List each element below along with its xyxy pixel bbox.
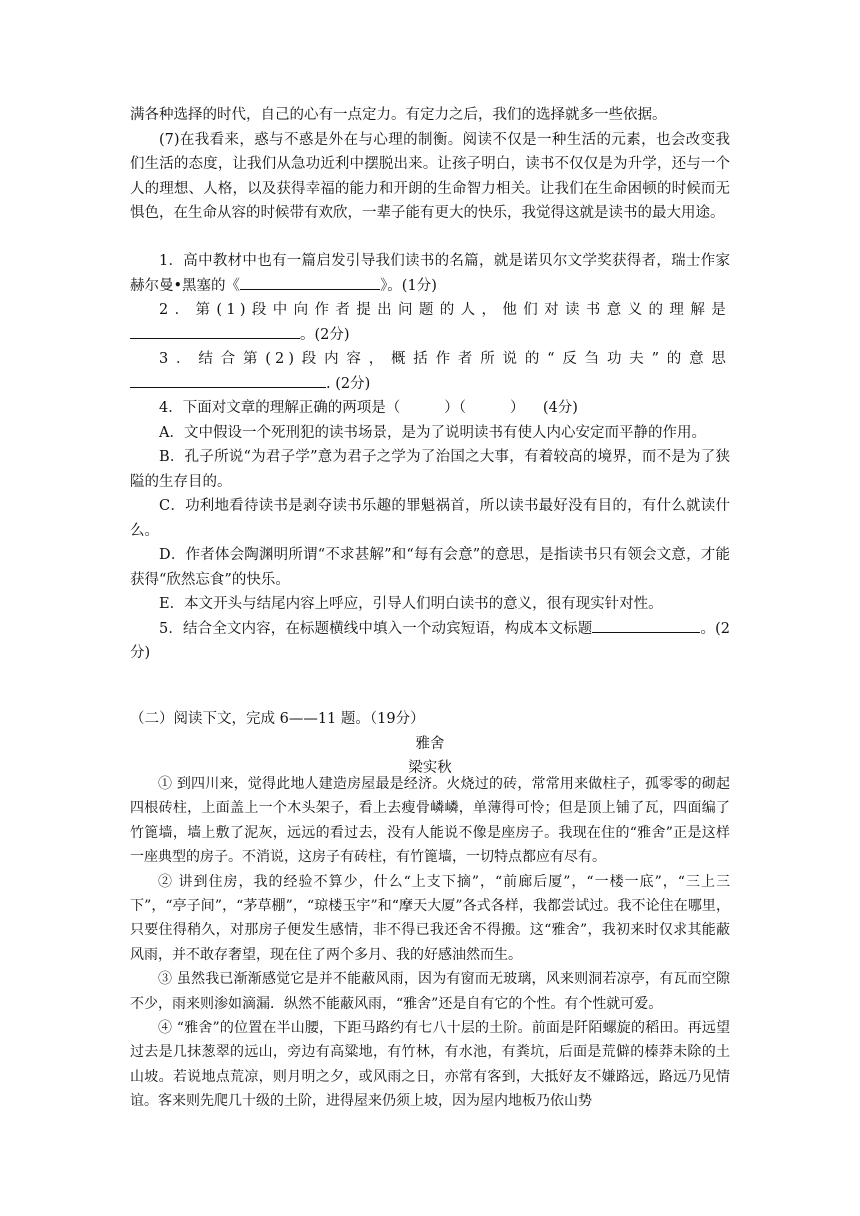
essay-paragraph-2: ② 讲到住房，我的经验不算少，什么“上支下摘”，“前廊后厦”，“一楼一底”，“三上三下”，“亭子间”，“茅草棚”，“琼楼玉宇”和“摩天大厦”各式各样，我都尝试过。我不论住在哪里，只要住得稍久，对那房子便发生感情，非不得已我还舍不得搬。这“雅舍”，我初来时仅求其能蔽风雨，并不敢存奢望，现在住了两个多月、我的好感油然而生。 (130, 873, 730, 963)
option-e: E．本文开头与结尾内容上呼应，引导人们明白读书的意义，很有现实针对性。 (159, 596, 663, 612)
question-3-text: 3．结合第(2)段内容，概括作者所说的“反刍功夫”的意思 (159, 351, 730, 367)
question-2 (130, 298, 730, 347)
reading-section-2 (130, 707, 730, 781)
question-2-score: 。(2分) (300, 326, 350, 343)
section-2-heading: （二）阅读下文，完成 6——11 题。（19分） (130, 711, 425, 727)
option-a: A．文中假设一个死刑犯的读书场景，是为了说明读书有使人内心安定而平静的作用。 (159, 424, 706, 441)
article-ending (130, 103, 730, 226)
essay-author: 梁实秋 (408, 760, 452, 776)
option-b: B．孔子所说“为君子学”意为君子之学为了治国之大事，有着较高的境界，而不是为了狭隘的生存目的。 (130, 449, 730, 490)
essay-paragraph-3: ③ 虽然我已渐渐感觉它是并不能蔽风雨，因为有窗而无玻璃，风来则洞若凉亭，有瓦而空隙不少，雨来则渗如滴漏．纵然不能蔽风雨，“雅舍”还是自有它的个性。有个性就可爱。 (130, 971, 730, 1012)
question-4-text: 4．下面对文章的理解正确的两项是（ (159, 400, 401, 416)
question-2-text: 2．第(1)段中向作者提出问题的人，他们对读书意义的理解是 (159, 302, 730, 318)
question-1-text: 1．高中教材中也有一篇启发引导我们读书的名篇，就是诺贝尔文学奖获得者，瑞士作家赫尔曼•黑塞的《 (130, 253, 730, 294)
question-5-score: 。(2分) (130, 620, 730, 661)
question-4-paren-end: ） (509, 400, 525, 416)
option-d: D．作者体会陶渊明所谓“不求甚解”和“每有会意”的意思，是指读书只有领会文意，才能获得“欣然忘食”的快乐。 (130, 547, 730, 588)
question-1-score: 》。(1分) (380, 277, 437, 294)
question-4-stem (130, 396, 730, 421)
questions-section (130, 249, 730, 666)
paragraph-7: (7)在我看来，惑与不惑是外在与心理的制衡。阅读不仅是一种生活的元素，也会改变我们生活的态度，让我们从急功近利中摆脱出来。让孩子明白，读书不仅仅是为升学，还与一个人的理想、人格，以及获得幸福的能力和开朗的生命智力相关。让我们在生命困顿的时候而无惧色，在生命从容的时候带有欢欣，一辈子能有更大的快乐，我觉得这就是读书的最大用途。 (130, 131, 730, 221)
question-4-paren-mid: ）（ (444, 400, 466, 416)
essay-title: 雅舍 (415, 735, 445, 752)
question-1 (130, 249, 730, 298)
question-5 (130, 617, 730, 666)
question-5-answer-blank (592, 618, 700, 633)
option-c: C．功利地看待读书是剥夺读书乐趣的罪魁祸首，所以读书最好没有目的，有什么就读什么。 (130, 498, 730, 539)
question-3-score: . (2分) (326, 375, 371, 392)
question-5-text: 5．结合全文内容，在标题横线中填入一个动宾短语，构成本文标题 (159, 620, 593, 637)
paragraph-6-tail: 满各种选择的时代，自己的心有一点定力。有定力之后，我们的选择就多一些依据。 (130, 107, 667, 123)
essay-paragraph-1: ① 到四川来，觉得此地人建造房屋最是经济。火烧过的砖，常常用来做柱子，孤零零的砌起四根砖柱，上面盖上一个木头架子，看上去瘦骨嶙嶙，单薄得可怜；但是顶上铺了瓦，四面编了竹篦墙，墙上敷了泥灰，远远的看过去，没有人能说不像是座房子。我现在住的“雅舍”正是这样一座典型的房子。不消说，这房子有砖柱，有竹篦墙，一切特点都应有尽有。 (130, 776, 730, 866)
question-4-score: (4分) (542, 400, 578, 416)
question-3-answer-blank (130, 373, 326, 388)
essay-body (130, 772, 730, 1114)
question-3 (130, 347, 730, 396)
question-1-answer-blank (240, 275, 380, 290)
essay-paragraph-4: ④ “雅舍”的位置在半山腰，下距马路约有七八十层的土阶。前面是阡陌螺旋的稻田。再远望过去是几抹葱翠的远山，旁边有高粱地，有竹林，有水池，有粪坑，后面是荒僻的榛莽未除的土山坡。若说地点荒凉，则月明之夕，或风雨之日，亦常有客到，大抵好友不嫌路远，路远乃见情谊。客来则先爬几十级的土阶，进得屋来仍须上坡，因为屋内地板乃依山势 (130, 1020, 730, 1110)
question-2-answer-blank (130, 324, 300, 339)
